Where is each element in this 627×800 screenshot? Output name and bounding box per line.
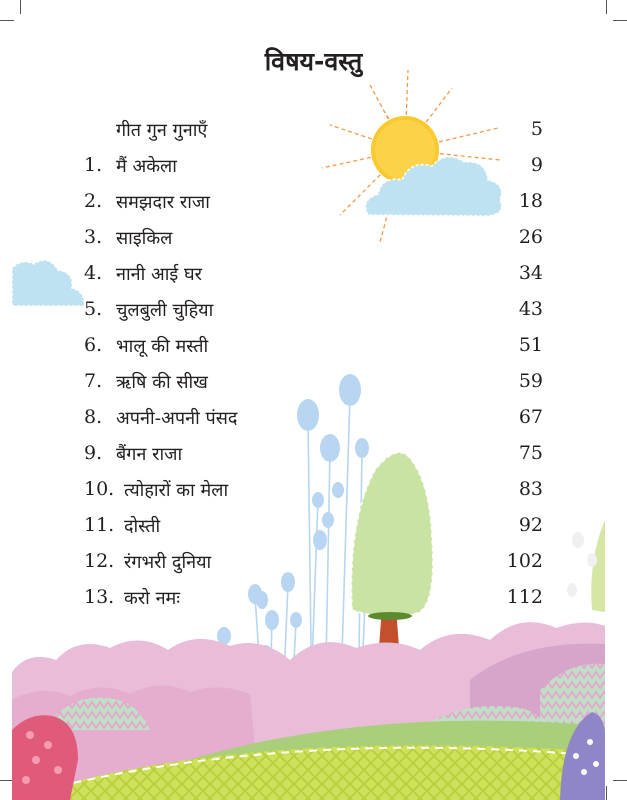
toc-entry[interactable] — [0, 256, 627, 292]
page-number: 34 — [518, 262, 543, 284]
page-number: 59 — [518, 370, 543, 392]
toc-entry[interactable] — [0, 292, 627, 328]
chapter-number: 9. — [84, 442, 103, 464]
page-number: 67 — [518, 406, 543, 428]
page-number: 26 — [518, 226, 543, 248]
page-number: 43 — [518, 298, 543, 320]
chapter-number: 4. — [84, 262, 103, 284]
toc-entry[interactable] — [0, 544, 627, 580]
toc-entry[interactable] — [0, 220, 627, 256]
chapter-number: 10. — [84, 478, 115, 500]
toc-entry[interactable] — [0, 112, 627, 148]
chapter-title: अपनी-अपनी पंसद — [116, 408, 238, 429]
hills-illustration — [12, 622, 605, 800]
page-number: 9 — [530, 154, 543, 176]
chapter-title: बैंगन राजा — [116, 444, 183, 465]
toc-entry[interactable] — [0, 400, 627, 436]
page-number: 51 — [518, 334, 543, 356]
chapter-title: साइकिल — [116, 228, 173, 249]
page-number: 102 — [506, 550, 543, 572]
page-number: 92 — [518, 514, 543, 536]
page-title: विषय-वस्तु — [264, 47, 363, 76]
chapter-number: 6. — [84, 334, 103, 356]
chapter-title: ऋषि की सीख — [116, 372, 208, 393]
chapter-title: नानी आई घर — [116, 264, 202, 285]
chapter-title: समझदार राजा — [116, 192, 210, 213]
toc-entry[interactable] — [0, 364, 627, 400]
toc-entry[interactable] — [0, 184, 627, 220]
chapter-number: 1. — [84, 154, 103, 176]
toc-entry[interactable] — [0, 580, 627, 616]
chapter-number: 8. — [84, 406, 103, 428]
chapter-title: चुलबुली चुहिया — [116, 300, 214, 321]
page-number: 83 — [518, 478, 543, 500]
chapter-number: 3. — [84, 226, 103, 248]
chapter-number: 13. — [84, 586, 115, 608]
chapter-number: 11. — [84, 514, 115, 536]
chapter-title: दोस्ती — [124, 516, 161, 537]
chapter-title: गीत गुन गुनाएँ — [116, 120, 208, 141]
page-number: 5 — [530, 118, 543, 140]
toc-entry[interactable] — [0, 436, 627, 472]
chapter-title: त्योहारों का मेला — [124, 480, 229, 501]
chapter-title: करो नमः — [124, 588, 180, 609]
chapter-number: 7. — [84, 370, 103, 392]
chapter-title: मैं अकेला — [116, 156, 177, 177]
chapter-number: 2. — [84, 190, 103, 212]
page-number: 112 — [506, 586, 543, 608]
page-number: 75 — [518, 442, 543, 464]
chapter-number: 5. — [84, 298, 103, 320]
toc-entry[interactable] — [0, 328, 627, 364]
toc-entry[interactable] — [0, 148, 627, 184]
chapter-number: 12. — [84, 550, 115, 572]
toc-entry[interactable] — [0, 472, 627, 508]
page-number: 18 — [518, 190, 543, 212]
chapter-title: भालू की मस्ती — [116, 336, 209, 357]
toc-entry[interactable] — [0, 508, 627, 544]
chapter-title: रंगभरी दुनिया — [124, 552, 212, 573]
